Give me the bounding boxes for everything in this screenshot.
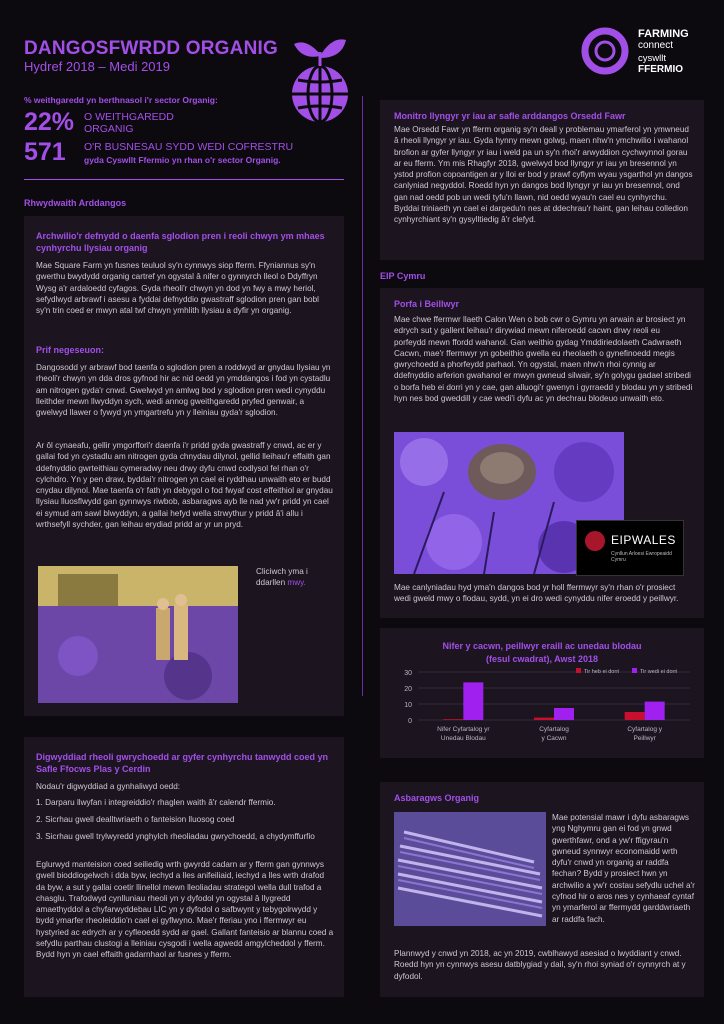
- logo-text-ffermio: FFERMIO: [638, 64, 683, 75]
- stat1-label-line2: ORGANIG: [84, 123, 134, 135]
- y-tick-label: 30: [404, 670, 412, 677]
- stat-registered-businesses-sub: gyda Cyswllt Ffermio yn rhan o'r sector Organig.: [84, 155, 281, 165]
- asparagus-photo: [394, 812, 546, 926]
- eip-logo-icon: [585, 531, 605, 551]
- chart-title-line2: (fesul cwadrat), Awst 2018: [485, 654, 599, 664]
- column-divider: [362, 96, 363, 696]
- step-item: 2. Sicrhau gwell dealltwriaeth o fanteision lluosog coed: [36, 815, 235, 824]
- y-tick-label: 0: [408, 718, 412, 725]
- farming-connect-logo: [580, 26, 705, 76]
- chart-title-line1: Nifer y cacwn, peillwyr eraill ac unedau blodau: [442, 641, 642, 651]
- x-tick-label: y Cacwn: [541, 735, 567, 742]
- y-tick-label: 10: [404, 702, 412, 709]
- panel-f-side-text: Mae potensial mawr i dyfu asbaragws yng Nghymru gan ei fod yn gnwd gwerthfawr, ond a yw'r ffigyrau'n gwneud synnwyr economaidd wrth dyfu'r cnwd yn organig ar raddfa fechan? Bydd y prosiect hwn yn archwilio a yw'r costau sefydlu uchel a'r cyfnod hir o aros nes y cynhaeaf cyntaf yn ymarferol ar ffermydd garddwriaeth ar raddfa fach.: [552, 813, 695, 924]
- step-item: 3. Sicrhau gwell trylwyredd ynghylch rheoliadau gwrychoedd, a chydymffurfio: [36, 832, 315, 841]
- panel-a-para1: Dangosodd yr arbrawf bod taenfa o sglodion pren a roddwyd ar gnydau llysiau yn rheoli'r chwyn yn dda dros gyfnod hir ac nid oedd yn ymddangos i fod yn cystadlu am nitrogen gyda'r cnwd. Gwelwyd yn amlwg bod y sglodion pren wedi cynyddu lleithder mewn llwyddyn sych, wedi annog gweithgaredd pryfed genwair, a gwelwyd llawer o fywyd yn ymgartrefu yn y lleiniau gyda'r sglodion.: [36, 363, 331, 418]
- panel-b-intro: Nodau'r digwyddiad a gynhaliwyd oedd:: [36, 782, 181, 791]
- panel-a-key-messages: Prif negeseuon:: [36, 345, 105, 355]
- panel-pollinator-chart: [380, 628, 704, 758]
- panel-woodchip-mulch: [24, 216, 344, 716]
- eip-logo-text: EIPWALES: [611, 533, 676, 547]
- panel-hedgerow-event: [24, 737, 344, 997]
- x-tick-label: Cyfartalog: [539, 726, 569, 733]
- panel-a-intro: Mae Square Farm yn fusnes teuluol sy'n cynnwys siop fferm. Ffyniannus sy'n gwerthu bwydydd organig cartref yn ogystal â nifer o gynnyrch lleol o Ddyffryn Wysg a'r ardaloedd cyfagos. Gyda rheoli'r chwyn yn dod yn fwy a mwy heriol, sefydlwyd arbrawf i asesu a fyddai defnyddio gwastraff sglodion pren gan bobl sy'n trin coed er mwyn atal twf chwyn ymhlith llysiau a dyfir yn organig.: [36, 261, 319, 316]
- organic-globe-icon: [284, 34, 356, 126]
- logo-ring-icon: [580, 26, 630, 76]
- panel-a-para2: Ar ôl cynaeafu, gellir ymgorffori'r daenfa i'r pridd gyda gwastraff y cnwd, ac er y gallai fod yn cystadlu am nitrogen gyda chnydau dilynol, gellid lleihau'r effaith gan ddefnyddio gwrteithiau cymeradwy neu drwy dyfu cnwd codlysol fel rhan o'r cylchdro. Yn y pen draw, byddai'r nitrogen yn cael ei ryddhau unwaith eto er budd cnydau dilynol. Mae taenfa o'r fath yn debygol o fod fwyaf cost effeithiol ar gnydau llysiau lluosflwydd gan gynnwys riwbob, asbaragws ayb lle nad yw'r pridd yn cael ei symud am sawl blwyddyn, a gallai hefyd wella strwythur y pridd â'i allu i wrthsefyll sychder, gan leihau erydiad pridd ar yr un pryd.: [36, 441, 333, 530]
- x-tick-label: Cyfartalog y: [627, 726, 663, 733]
- eip-logo-subtext: Cynllun Arloesi Ewropeaidd Cymru: [611, 551, 672, 563]
- panel-b-steps: [36, 797, 334, 848]
- panel-c-text: Mae Orsedd Fawr yn fferm organig sy'n deall y problemau ymarferol yn ymwneud â rheoli llyngyr yr iau. Gyda hynny mewn golwg, maen nhw'n ymchwilio i wahanol brofion ar gyfer llyngyr yr iau i weld pa un sy'n rhoi'r arwyddion cychwynnol gorau ar eu fferm. Ym mis Rhagfyr 2018, gwelwyd bod llyngyr yr iau yn bresennol yn ystod profion copoantigen ar y lloi er bod y prawf cyflym wyau ysgarthol yn dangos canlyniad negyddol. Roedd hyn yn dangos bod llyngyr yr iau yn bresennol, ond gan nad oedd pob un wedi tyfu'n llawn, nid oedd wyau'n cael eu cynhyrchu. Byddai triniaeth yn cael ei dargedu'n nes at ddechrau'r haint, gan leihau colledion cynhyrchiant sy'n gysylltiedig â'r clefyd.: [394, 125, 693, 225]
- chart-bar-cut: [554, 708, 574, 720]
- stat-organic-activity-value: 22%: [24, 108, 75, 136]
- stat-organic-activity-label: [84, 111, 174, 135]
- stat1-label-line1: O WEITHGAREDD: [84, 111, 174, 123]
- panel-d-caption: Mae canlyniadau hyd yma'n dangos bod yr holl ffermwyr sy'n rhan o'r prosiect wedi gweld mwy o flodau, sydd, yn ei dro wedi cynyddu nifer eroedd y peillwyr.: [394, 583, 679, 604]
- chart-bar-uncut: [443, 719, 463, 720]
- x-tick-label: Peillwyr: [633, 735, 656, 742]
- stat-registered-businesses-label: O'R BUSNESAU SYDD WEDI COFRESTRU: [84, 141, 294, 153]
- panel-c-heading: Monitro llyngyr yr iau ar safle arddangos Orsedd Fawr: [394, 111, 626, 121]
- section-demonstration-network: Rhwydwaith Arddangos: [24, 198, 127, 208]
- panel-d-text: Mae chwe ffermwr llaeth Calon Wen o bob cwr o Gymru yn arwain ar brosiect yn edrych sut y gallent leihau'r dirywiad mewn niferoedd cacwn drwy reoli eu porfeydd mewn ffordd wahanol. Gan weithio gydag Ymddiriedolaeth Cadwraeth Cacwn, mae'r ffermwyr yn gobeithio gwella eu rheolaeth o gynefinoedd megis gwrychoedd a phorfeydd parhaol. Yn ogystal, maen nhw'n rhoi cynnig ar ddefnyddio arferion gwahanol er mwyn gwneud silwair, sy'n golygu gadael stribedi o borfa heb ei dorri yn y cae, gan alluogi'r gwenyn i gyrraedd y blodau yn y stribedi hyn nes bod gweddill y cae wedi'i dyfu ac yn dechrau blodeuo unwaith eto.: [394, 315, 693, 404]
- page-title: DANGOSFWRDD ORGANIG: [24, 38, 278, 59]
- panel-a-heading: Archwilio'r defnydd o daenfa sglodion pren i reoli chwyn ym mhaes cynhyrchu llysiau organig: [36, 231, 325, 253]
- chart-bar-uncut: [534, 718, 554, 720]
- x-tick-label: Unedau Blodau: [440, 735, 486, 742]
- chart-bar-cut: [645, 702, 665, 720]
- read-more-link[interactable]: mwy.: [287, 578, 306, 588]
- panel-b-heading: Digwyddiad rheoli gwrychoedd ar gyfer cynhyrchu tanwydd coed yn Safle Ffocws Plas y Cerdin: [36, 752, 329, 774]
- panel-f-heading: Asbaragws Organig: [394, 793, 480, 803]
- page-subtitle: Hydref 2018 – Medi 2019: [24, 59, 170, 74]
- pollinator-bar-chart: [380, 666, 704, 756]
- panel-liver-fluke: [380, 100, 704, 260]
- panel-d-heading: Porfa i Beillwyr: [394, 299, 460, 309]
- panel-f-bottom-text: Plannwyd y cnwd yn 2018, ac yn 2019, cwblhawyd asesiad o lwyddiant y cnwd. Roedd hyn yn cynnwys asesu datblygiad y dail, sy'n rhoi syniad o'r cynnyrch at y dyfodol.: [394, 949, 686, 981]
- step-item: 1. Darparu llwyfan i integreiddio'r rhaglen waith â'r calendr ffermio.: [36, 798, 276, 807]
- woodchip-field-photo: [38, 566, 238, 703]
- section-eip-wales: EIP Cymru: [380, 271, 426, 281]
- legend-label: Tir wedi ei dorri: [640, 669, 678, 675]
- read-more-prefix: Cliciwch yma i ddarllen: [256, 567, 308, 588]
- panel-organic-asparagus: [380, 782, 704, 997]
- y-tick-label: 20: [404, 686, 412, 693]
- chart-bar-uncut: [625, 712, 645, 720]
- legend-swatch: [576, 668, 581, 673]
- logo-text-connect: connect: [638, 40, 674, 51]
- legend-swatch: [632, 668, 637, 673]
- read-more-text: [256, 566, 336, 589]
- eip-wales-logo: [576, 520, 684, 576]
- stat-registered-businesses-value: 571: [24, 138, 66, 166]
- chart-bar-cut: [463, 682, 483, 720]
- legend-label: Tir heb ei dorri: [584, 669, 620, 675]
- panel-b-para: Eglurwyd manteision coed seiliedig wrth gwyrdd cadarn ar y fferm gan gynnwys gwell bioddiogelwch i dda byw, iechyd a lles anifeiliaid, iechyd a lles wrth drafod da byw, a sut y gallai coetir llinellol mewn lleoliadau strategol wella dull trafod a chasglu. Trafodwyd cynlluniau rheoli yn y dyfodol yn ogystal â llygredd amaethyddol a chyfarwyddebau LIC yn y dyfodol o safbwynt y tebygolrwydd y bydd ymarfer rheoleiddio'n cael ei gyflwyno. Mae'r fferiau yno i ffermwyr eu hystyried ac edrych ar y cyfleoedd sydd ar gael. Gallant fanteisio ar blannu coed a sefydlu parthau clustogi a lleiniau cysgodi i wella agwedd amgylcheddol y fferm. Bydd hyn yn cael effaith gadarnhaol ar fusnes y fferm.: [36, 860, 334, 960]
- logo-text-cyswllt: cyswllt: [638, 53, 666, 64]
- header-divider: [24, 179, 344, 180]
- logo-text-farming: FARMING: [638, 28, 689, 40]
- x-tick-label: Nifer Cyfartalog yr: [437, 726, 490, 733]
- stats-intro: % weithgaredd yn berthnasol i'r sector Organig:: [24, 95, 218, 105]
